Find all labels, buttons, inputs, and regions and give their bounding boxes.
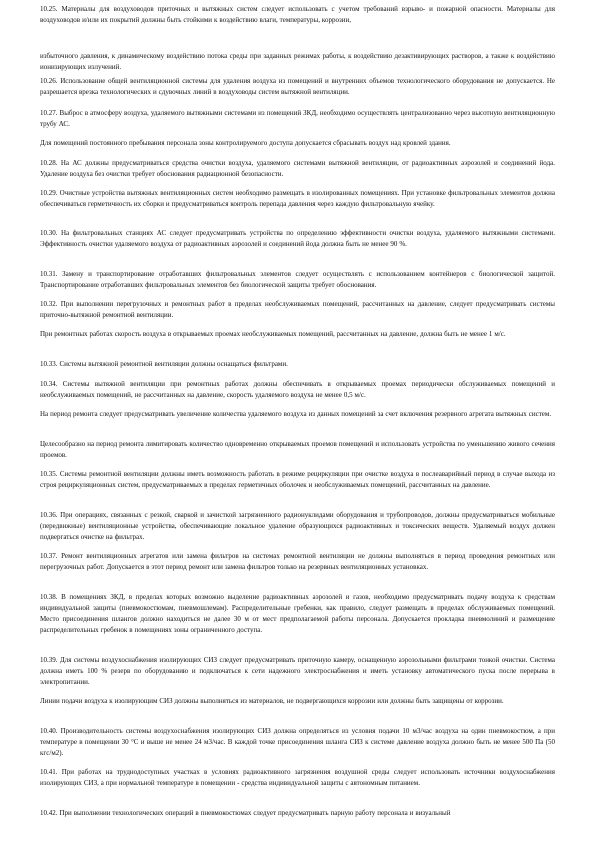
paragraph: 10.42. При выполнении технологических операций в пневмокостюмах следует предусматривать парную работу персонала и визуальный bbox=[40, 809, 451, 817]
paragraph: 10.27. Выброс в атмосферу воздуха, удаляемого вытяжными системами из помещений ЗКД, необходимо осуществлять централизованно через высотную вентиляционную трубу АС. bbox=[40, 109, 555, 128]
paragraph: Для помещений постоянного пребывания персонала зоны контролируемого доступа допускается сбрасывать воздух над кровлей здания. bbox=[40, 139, 451, 147]
paragraph: 10.25. Материалы для воздуховодов приточных и вытяжных систем следует использовать с учетом требований взрыво- и пожарной опасности. Материалы для воздуховодов и/или их покрытий должны быть стойкими к воздействию влаги, температуры, коррозии, bbox=[40, 5, 555, 24]
paragraph: Целесообразно на период ремонта лимитировать количество одновременно открываемых проемов помещений и использовать устройства по уменьшению живого сечения проемов. bbox=[40, 440, 555, 459]
paragraph: 10.41. При работах на труднодоступных участках в условиях радиоактивного загрязнения воздушной среды следует использовать источники воздухоснабжения изолирующих СИЗ, а при нормальной температуре в помещении - средства индивидуальной защиты с автономным питанием. bbox=[40, 768, 555, 787]
paragraph: 10.38. В помещениях ЗКД, в пределах которых возможно выделение радиоактивных аэрозолей и газов, необходимо предусматривать подачу воздуха к средствам индивидуальной защиты (пневмокостюмам, пневмошлемам). Распределительные гребенки, как правило, следует размещать в пределах обслуживаемых помещений. Место присоединения шлангов должно находиться не далее 30 м от мест предполагаемой работы персонала. Допускается прокладка пневмолиний и размещение распределительных гребенок в помещениях зоны ограниченного доступа. bbox=[40, 593, 555, 634]
paragraph: 10.40. Производительность системы воздухоснабжения изолирующих СИЗ должна определяться из условия подачи 10 м3/час воздуха на один пневмокостюм, а при температуре в помещении 30 °С и выше не менее 24 м3/час. В каждой точке присоединения шланга СИЗ к системе давление воздуха должно быть не менее 500 Па (50 кгс/м2). bbox=[40, 727, 555, 757]
paragraph: 10.39. Для системы воздухоснабжения изолирующих СИЗ следует предусматривать приточную камеру, оснащенную аэрозольными фильтрами тонкой очистки. Система должна иметь 100 % резерв по оборудованию и подключаться к сети надежного электроснабжения и иметь установку автоматического пуска после перерыва в электропитании. bbox=[40, 656, 555, 686]
paragraph: 10.34. Системы вытяжной вентиляции при ремонтных работах должны обеспечивать в открываемых проемах периодически обслуживаемых помещений и необслуживаемых помещений, не рассчитанных на давление, скорость удаляемого воздуха не менее 0,5 м/с. bbox=[40, 380, 555, 399]
paragraph: При ремонтных работах скорость воздуха в открываемых проемах необслуживаемых помещений, рассчитанных на давление, должна быть не менее 1 м/с. bbox=[40, 330, 506, 338]
paragraph: 10.26. Использование общей вентиляционной системы для удаления воздуха из помещений и внутренних объемов технологического оборудования не допускается. Не разрешается врезка технологических и сдувочных линий в воздуховоды систем вытяжной вентиляции. bbox=[40, 77, 555, 96]
paragraph: На период ремонта следует предусматривать увеличение количества удаляемого воздуха из данных помещений за счет включения резервного агрегата вытяжных систем. bbox=[40, 410, 552, 418]
paragraph: избыточного давления, к динамическому воздействию потока среды при заданных режимах работы, к воздействию дезактивирующих растворов, а также к воздействию ионизирующих излучений. bbox=[40, 52, 555, 71]
paragraph: 10.35. Системы ремонтной вентиляции должны иметь возможность работать в режиме рециркуляции при очистке воздуха в послеаварийный период в случае выхода из строя рециркуляционных систем, предусматриваемых в пределах герметичных оболочек и необслуживаемых помещений, рассчитанных на давление. bbox=[40, 470, 555, 489]
paragraph: 10.36. При операциях, связанных с резкой, сваркой и зачисткой загрязненного радионуклидами оборудования и трубопроводов, должны предусматриваться мобильные (передвижные) вентиляционные устройства, обеспечивающие локальное удаление образующихся радиоактивных и токсических веществ. Удаляемый воздух должен подвергаться очистке на фильтрах. bbox=[40, 511, 555, 541]
paragraph: 10.32. При выполнении перегрузочных и ремонтных работ в пределах необслуживаемых помещений, рассчитанных на давление, следует предусматривать системы приточно-вытяжной ремонтной вентиляции. bbox=[40, 300, 555, 319]
paragraph: 10.28. На АС должны предусматриваться средства очистки воздуха, удаляемого системами вытяжной вентиляции, от радиоактивных аэрозолей и соединений йода. Удаление воздуха без очистки требует обоснования радиационной безопасности. bbox=[40, 159, 555, 178]
paragraph: 10.37. Ремонт вентиляционных агрегатов или замена фильтров на системах ремонтной вентиляции не должны выполняться в период проведения ремонтных или перегрузочных работ. Допускается в этот период ремонт или замена фильтров только на резервных вентиляционных установках. bbox=[40, 552, 555, 571]
paragraph: 10.29. Очистные устройства вытяжных вентиляционных систем необходимо размещать в изолированных помещениях. При установке фильтровальных элементов должна обеспечиваться герметичность их сборки и предусматриваться контроль перепада давления через каждую фильтровальную ячейку. bbox=[40, 189, 555, 208]
paragraph: 10.33. Системы вытяжной ремонтной вентиляции должны оснащаться фильтрами. bbox=[40, 360, 288, 368]
paragraph: Линии подачи воздуха к изолирующим СИЗ должны выполняться из материалов, не подвергающихся коррозии или должны быть защищены от коррозии. bbox=[40, 697, 504, 705]
paragraph: 10.31. Замену и транспортирование отработавших фильтровальных элементов следует осуществлять с использованием контейнеров с биологической защитой. Транспортирование отработавших фильтровальных элементов без биологической защиты требует обоснования. bbox=[40, 270, 555, 289]
paragraph: 10.30. На фильтровальных станциях АС следует предусматривать устройства по определению эффективности очистки воздуха, удаляемого вытяжными системами. Эффективность очистки удаляемого воздуха от радиоактивных аэрозолей и соединений йода должна быть не менее 90 %. bbox=[40, 229, 555, 248]
document-page bbox=[40, 0, 555, 842]
